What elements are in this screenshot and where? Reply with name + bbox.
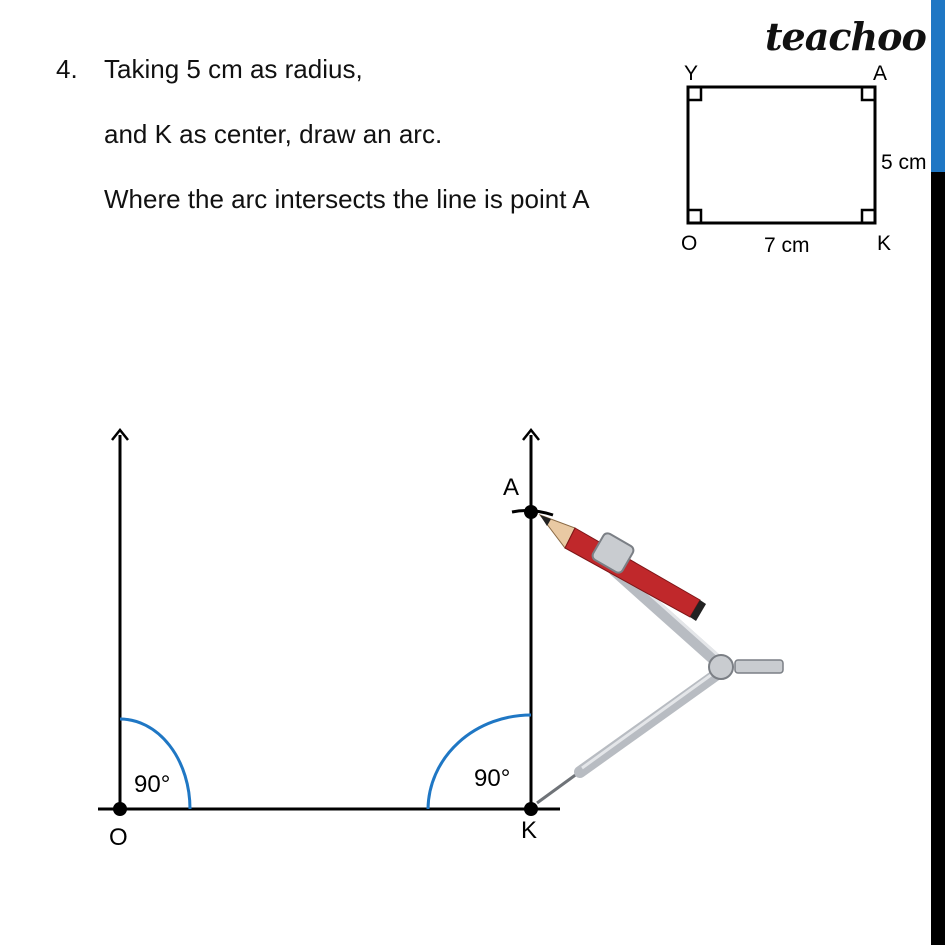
point-k bbox=[524, 802, 538, 816]
rect-vertex-k: K bbox=[877, 232, 892, 255]
rect-vertex-y: Y bbox=[684, 62, 699, 85]
construction bbox=[98, 430, 560, 851]
rect-side-bottom-label: 7 cm bbox=[764, 234, 810, 257]
pencil-icon bbox=[540, 515, 706, 621]
right-angle-marker-k bbox=[862, 210, 875, 223]
teachoo-logo: teachoo bbox=[765, 14, 926, 59]
point-a bbox=[524, 505, 538, 519]
rect-side-right-label: 5 cm bbox=[881, 151, 927, 174]
angle-label-o: 90° bbox=[134, 771, 171, 798]
instruction-line-3: Where the arc intersects the line is point A bbox=[104, 184, 590, 214]
right-angle-marker-o bbox=[688, 210, 701, 223]
rectangle-outline bbox=[688, 87, 875, 223]
instruction-line-1: Taking 5 cm as radius, bbox=[104, 54, 363, 84]
right-angle-marker-a bbox=[862, 87, 875, 100]
pencil-body bbox=[565, 528, 700, 617]
step-number: 4. bbox=[56, 54, 78, 84]
rect-vertex-a: A bbox=[873, 62, 888, 85]
rect-vertex-o: O bbox=[681, 232, 698, 255]
compass-handle bbox=[735, 660, 783, 673]
label-k: K bbox=[521, 817, 538, 844]
compass-lower-leg-highlight bbox=[582, 670, 718, 768]
reference-rectangle bbox=[681, 62, 927, 257]
compass-lower-leg bbox=[580, 672, 720, 772]
label-o: O bbox=[109, 824, 128, 851]
label-a: A bbox=[503, 474, 520, 501]
angle-arc-k bbox=[428, 715, 531, 809]
compass-hinge bbox=[709, 655, 733, 679]
instruction-line-2: and K as center, draw an arc. bbox=[104, 119, 443, 149]
point-o bbox=[113, 802, 127, 816]
right-angle-marker-y bbox=[688, 87, 701, 100]
compass-icon bbox=[537, 515, 783, 803]
angle-label-k: 90° bbox=[474, 765, 511, 792]
